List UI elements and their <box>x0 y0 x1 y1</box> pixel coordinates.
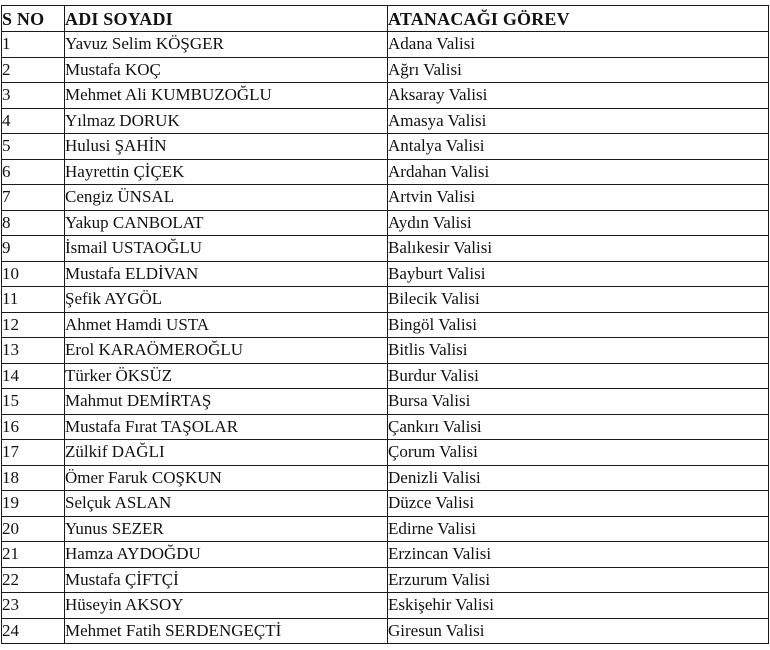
duty-cell: Erzincan Valisi <box>388 542 769 568</box>
sno-cell: 6 <box>2 159 65 185</box>
name-cell: Ahmet Hamdi USTA <box>65 312 388 338</box>
name-cell: Yunus SEZER <box>65 516 388 542</box>
sno-cell: 23 <box>2 593 65 619</box>
table-row <box>2 338 769 364</box>
sno-cell: 22 <box>2 567 65 593</box>
duty-cell: Çankırı Valisi <box>388 414 769 440</box>
name-cell: Mustafa ÇİFTÇİ <box>65 567 388 593</box>
name-cell: Yakup CANBOLAT <box>65 210 388 236</box>
duty-cell: Bitlis Valisi <box>388 338 769 364</box>
table-row <box>2 210 769 236</box>
table-row <box>2 159 769 185</box>
table-row <box>2 312 769 338</box>
duty-cell: Denizli Valisi <box>388 465 769 491</box>
sno-cell: 3 <box>2 83 65 109</box>
table-row <box>2 593 769 619</box>
name-cell: Şefik AYGÖL <box>65 287 388 313</box>
sno-cell: 8 <box>2 210 65 236</box>
table-row <box>2 108 769 134</box>
table-header <box>2 6 769 32</box>
duty-cell: Erzurum Valisi <box>388 567 769 593</box>
name-cell: Mustafa KOÇ <box>65 57 388 83</box>
sno-cell: 15 <box>2 389 65 415</box>
name-cell: Yılmaz DORUK <box>65 108 388 134</box>
name-cell: Zülkif DAĞLI <box>65 440 388 466</box>
table-row <box>2 57 769 83</box>
name-cell: Mehmet Ali KUMBUZOĞLU <box>65 83 388 109</box>
header-row <box>2 6 769 32</box>
sno-cell: 10 <box>2 261 65 287</box>
name-cell: Hüseyin AKSOY <box>65 593 388 619</box>
header-sno: S NO <box>2 6 65 32</box>
name-cell: Mahmut DEMİRTAŞ <box>65 389 388 415</box>
table-row <box>2 83 769 109</box>
sno-cell: 2 <box>2 57 65 83</box>
name-cell: Yavuz Selim KÖŞGER <box>65 32 388 58</box>
name-cell: Mehmet Fatih SERDENGEÇTİ <box>65 618 388 644</box>
duty-cell: Bursa Valisi <box>388 389 769 415</box>
name-cell: Cengiz ÜNSAL <box>65 185 388 211</box>
name-cell: Hamza AYDOĞDU <box>65 542 388 568</box>
duty-cell: Adana Valisi <box>388 32 769 58</box>
name-cell: Hulusi ŞAHİN <box>65 134 388 160</box>
duty-cell: Bayburt Valisi <box>388 261 769 287</box>
name-cell: Selçuk ASLAN <box>65 491 388 517</box>
sno-cell: 16 <box>2 414 65 440</box>
table-row <box>2 389 769 415</box>
duty-cell: Edirne Valisi <box>388 516 769 542</box>
header-duty: ATANACAĞI GÖREV <box>388 6 769 32</box>
table-row <box>2 32 769 58</box>
name-cell: Erol KARAÖMEROĞLU <box>65 338 388 364</box>
sno-cell: 13 <box>2 338 65 364</box>
document-page <box>0 5 770 644</box>
name-cell: Mustafa ELDİVAN <box>65 261 388 287</box>
sno-cell: 17 <box>2 440 65 466</box>
table-row <box>2 363 769 389</box>
table-row <box>2 440 769 466</box>
duty-cell: Bilecik Valisi <box>388 287 769 313</box>
sno-cell: 18 <box>2 465 65 491</box>
duty-cell: Aksaray Valisi <box>388 83 769 109</box>
appointments-table <box>1 5 769 644</box>
sno-cell: 19 <box>2 491 65 517</box>
table-row <box>2 261 769 287</box>
table-row <box>2 236 769 262</box>
table-row <box>2 185 769 211</box>
header-name: ADI SOYADI <box>65 6 388 32</box>
duty-cell: Aydın Valisi <box>388 210 769 236</box>
name-cell: Ömer Faruk COŞKUN <box>65 465 388 491</box>
sno-cell: 24 <box>2 618 65 644</box>
duty-cell: Burdur Valisi <box>388 363 769 389</box>
sno-cell: 1 <box>2 32 65 58</box>
table-row <box>2 465 769 491</box>
duty-cell: Antalya Valisi <box>388 134 769 160</box>
table-row <box>2 287 769 313</box>
table-row <box>2 542 769 568</box>
table-row <box>2 491 769 517</box>
table-row <box>2 134 769 160</box>
name-cell: İsmail USTAOĞLU <box>65 236 388 262</box>
sno-cell: 4 <box>2 108 65 134</box>
table-row <box>2 516 769 542</box>
name-cell: Mustafa Fırat TAŞOLAR <box>65 414 388 440</box>
sno-cell: 12 <box>2 312 65 338</box>
table-row <box>2 414 769 440</box>
duty-cell: Bingöl Valisi <box>388 312 769 338</box>
sno-cell: 21 <box>2 542 65 568</box>
duty-cell: Düzce Valisi <box>388 491 769 517</box>
sno-cell: 11 <box>2 287 65 313</box>
table-body <box>2 32 769 644</box>
sno-cell: 5 <box>2 134 65 160</box>
duty-cell: Ardahan Valisi <box>388 159 769 185</box>
sno-cell: 14 <box>2 363 65 389</box>
duty-cell: Artvin Valisi <box>388 185 769 211</box>
name-cell: Türker ÖKSÜZ <box>65 363 388 389</box>
table-row <box>2 567 769 593</box>
duty-cell: Amasya Valisi <box>388 108 769 134</box>
duty-cell: Eskişehir Valisi <box>388 593 769 619</box>
sno-cell: 9 <box>2 236 65 262</box>
table-row <box>2 618 769 644</box>
sno-cell: 7 <box>2 185 65 211</box>
duty-cell: Giresun Valisi <box>388 618 769 644</box>
duty-cell: Balıkesir Valisi <box>388 236 769 262</box>
sno-cell: 20 <box>2 516 65 542</box>
name-cell: Hayrettin ÇİÇEK <box>65 159 388 185</box>
duty-cell: Ağrı Valisi <box>388 57 769 83</box>
duty-cell: Çorum Valisi <box>388 440 769 466</box>
